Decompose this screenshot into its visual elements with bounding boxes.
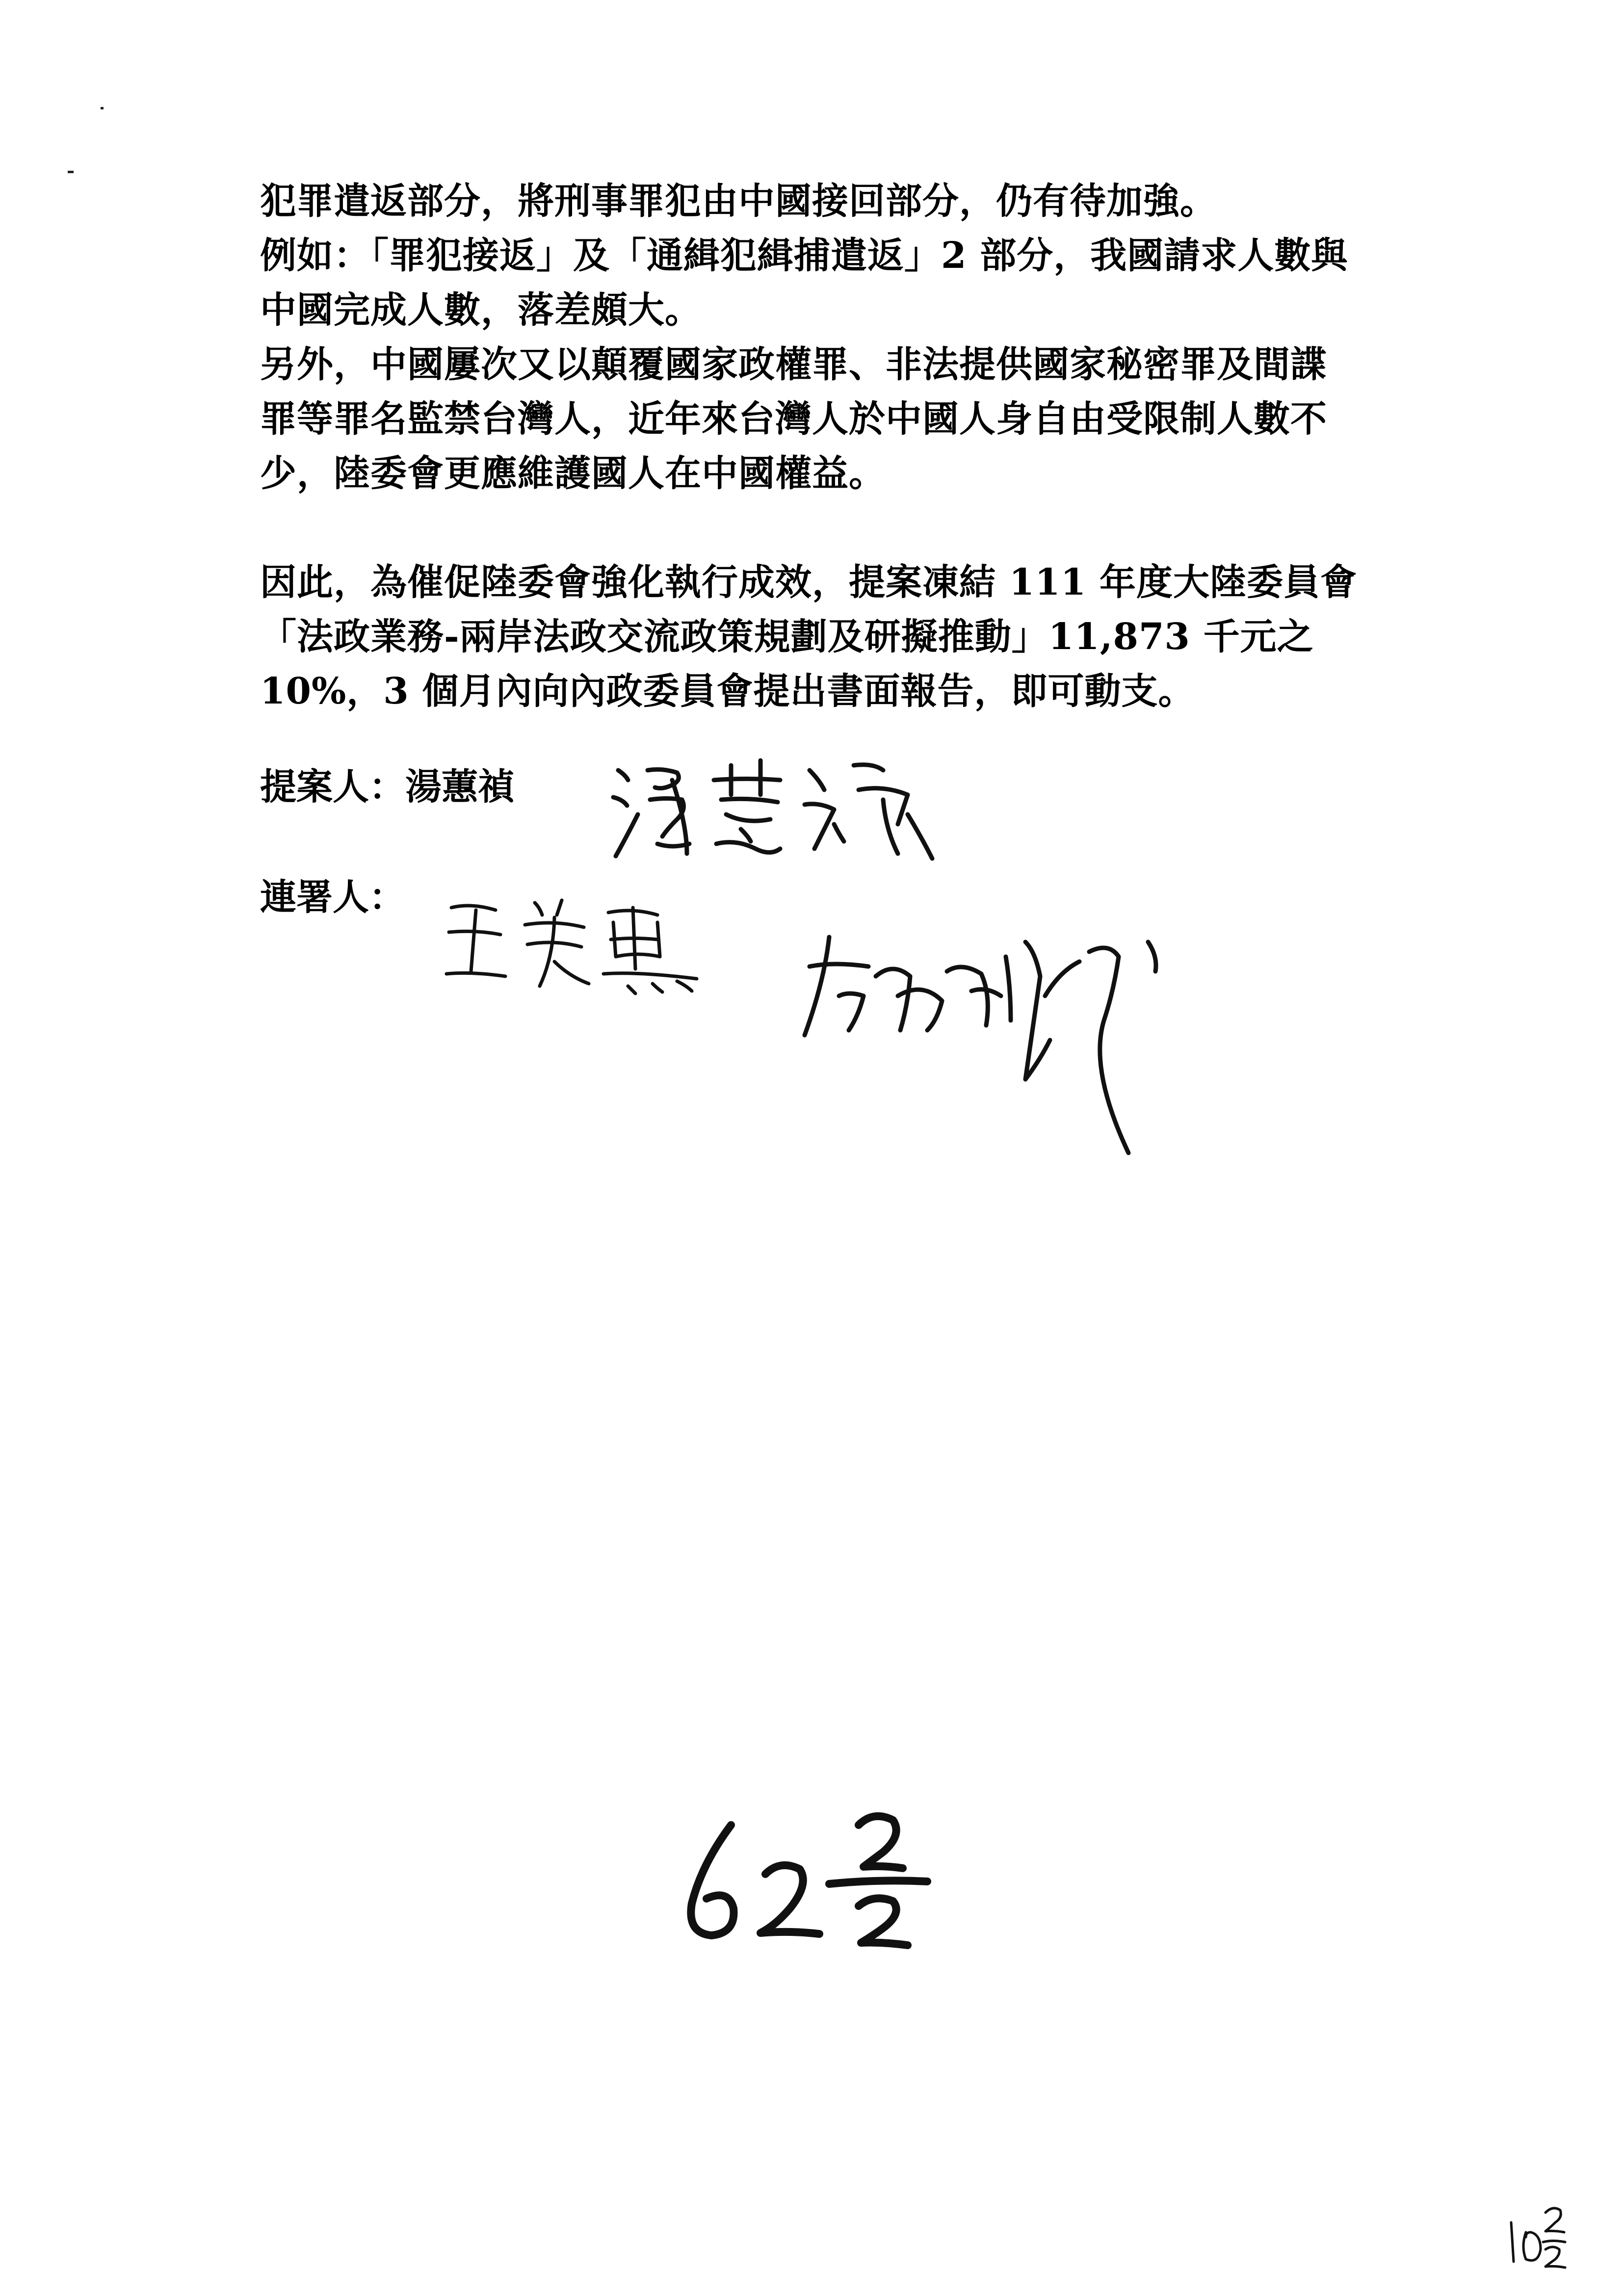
cosigner-label: 連署人： — [260, 876, 405, 918]
proposal-body — [260, 174, 1536, 719]
body-line: 例如：「罪犯接返」及「通緝犯緝捕遣返」2 部分，我國請求人數與 — [260, 235, 1348, 277]
body-line: 「法政業務-兩岸法政交流政策規劃及研擬推動」11,873 千元之 — [260, 616, 1314, 658]
corner-page-mark — [1496, 2193, 1585, 2276]
scan-speck — [68, 171, 74, 173]
body-line: 中國完成人數，落差頗大。 — [260, 289, 702, 331]
body-line: 另外，中國屢次又以顛覆國家政權罪、非法提供國家秘密罪及間諜 — [260, 343, 1327, 386]
proposer-signature — [608, 751, 962, 878]
body-line: 因此，為催促陸委會強化執行成效，提案凍結 111 年度大陸委員會 — [260, 561, 1357, 603]
cosigner-signature-2 — [795, 922, 1197, 1158]
cosigner-signature-1 — [442, 888, 746, 1001]
body-line: 犯罪遣返部分，將刑事罪犯由中國接回部分，仍有待加強。 — [260, 180, 1217, 222]
body-line: 10%，3 個月內向內政委員會提出書面報告，即可動支。 — [260, 670, 1195, 712]
body-line: 少，陸委會更應維護國人在中國權益。 — [260, 452, 886, 495]
body-line: 罪等罪名監禁台灣人，近年來台灣人於中國人身自由受限制人數不 — [260, 398, 1327, 440]
scan-speck — [101, 107, 104, 109]
proposer-label: 提案人：湯蕙禎 — [260, 766, 514, 808]
handwritten-page-mark — [672, 1805, 1016, 1953]
